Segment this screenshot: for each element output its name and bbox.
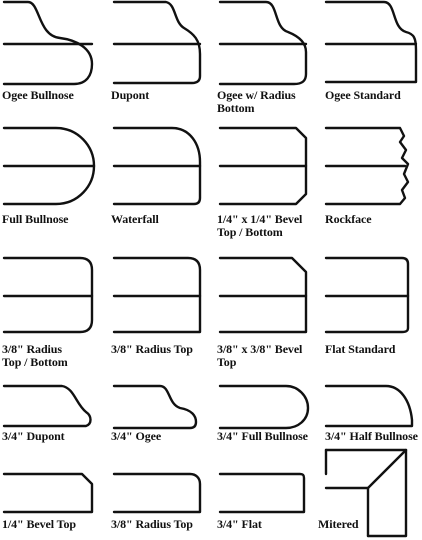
radius-38-top-profile <box>108 254 213 342</box>
flat-standard-label: Flat Standard <box>325 342 396 356</box>
bevel-quarter-profile <box>214 124 319 214</box>
flat-34-profile <box>214 470 319 516</box>
mitered-label: Mitered <box>318 517 359 531</box>
ogee-standard-profile <box>320 0 422 92</box>
bevel-38-top-label: 3/8" x 3/8" Bevel Top <box>217 342 303 369</box>
ogee-34-profile <box>108 382 213 432</box>
bevel-38-top-profile <box>214 254 319 342</box>
waterfall-profile <box>108 124 213 214</box>
full-bullnose-34-label: 3/4" Full Bullnose <box>217 429 308 443</box>
full-bullnose-34-profile <box>214 382 319 432</box>
full-bullnose-profile <box>0 124 105 214</box>
bevel-quarter-label: 1/4" x 1/4" Bevel Top / Bottom <box>217 212 303 239</box>
half-bullnose-34-label: 3/4" Half Bullnose <box>325 429 418 443</box>
dupont-34-label: 3/4" Dupont <box>2 429 65 443</box>
flat-standard-profile <box>320 254 422 342</box>
ogee-radius-bottom-profile <box>214 0 319 92</box>
ogee-radius-bottom-label: Ogee w/ Radius Bottom <box>217 88 296 115</box>
dupont-label: Dupont <box>111 88 150 102</box>
ogee-bullnose-label: Ogee Bullnose <box>2 88 74 102</box>
radius-38-top-bottom-label: 3/8" Radius Top / Bottom <box>2 342 68 369</box>
flat-34-label: 3/4" Flat <box>217 517 262 531</box>
rockface-profile <box>320 124 422 214</box>
bevel-top-14-profile <box>0 470 105 516</box>
full-bullnose-label: Full Bullnose <box>2 212 69 226</box>
dupont-34-profile <box>0 382 105 432</box>
radius-38-top-label: 3/8" Radius Top <box>111 342 193 356</box>
ogee-standard-label: Ogee Standard <box>325 88 401 102</box>
dupont-profile <box>108 0 213 92</box>
radius-38-top-bottom-profile <box>0 254 105 342</box>
waterfall-label: Waterfall <box>111 212 159 226</box>
rockface-label: Rockface <box>325 212 372 226</box>
bevel-top-14-label: 1/4" Bevel Top <box>2 517 76 531</box>
ogee-34-label: 3/4" Ogee <box>111 429 162 443</box>
radius-top-38-label: 3/8" Radius Top <box>111 517 193 531</box>
ogee-bullnose-profile <box>0 0 105 92</box>
half-bullnose-34-profile <box>320 382 422 432</box>
radius-top-38-profile <box>108 470 213 516</box>
